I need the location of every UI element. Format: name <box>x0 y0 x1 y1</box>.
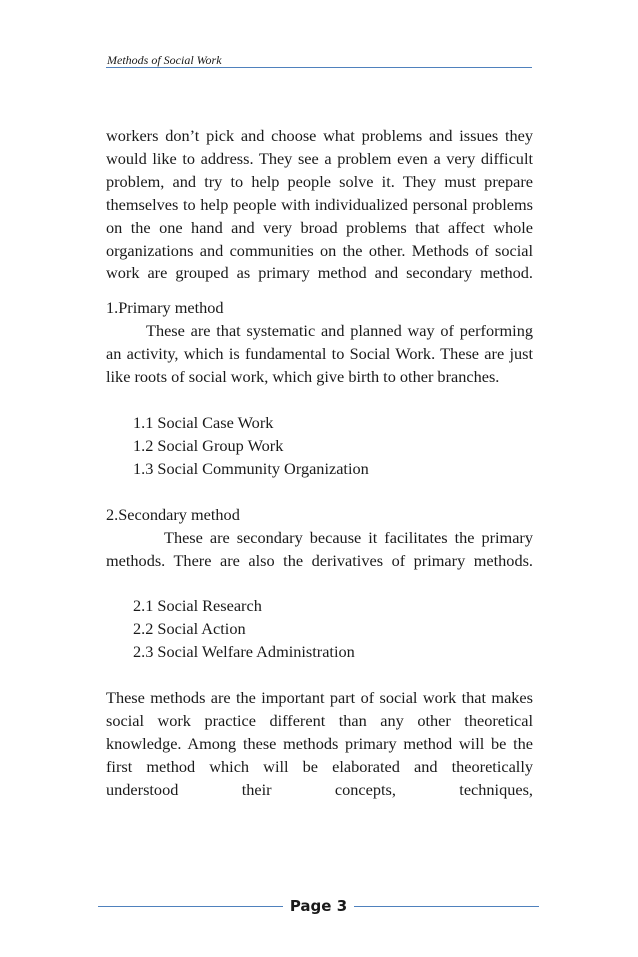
primary-method-heading: 1.Primary method <box>106 298 224 318</box>
list-item: 2.2 Social Action <box>133 619 246 639</box>
intro-paragraph: workers don’t pick and choose what problems and issues they would like to address. They see a problem even a very difficult problem, and try to help people solve it. They must prepare themselves to help people with individualized personal problems on the one hand and very broad problems that affect whole organizations and communities on the other. Methods of social work are grouped as primary method and secondary method. <box>106 126 533 283</box>
footer-rule-left <box>98 906 283 907</box>
page-number: Page 3 <box>289 897 348 915</box>
running-header-title: Methods of Social Work <box>107 53 222 67</box>
secondary-method-paragraph: These are secondary because it facilitates the primary methods. There are also the derivatives of primary methods. <box>106 527 533 570</box>
list-item: 2.3 Social Welfare Administration <box>133 642 355 662</box>
footer-rule-right <box>354 906 539 907</box>
secondary-method-list <box>106 595 533 664</box>
primary-method-list <box>106 412 533 481</box>
secondary-method-heading: 2.Secondary method <box>106 504 240 524</box>
list-item: 1.2 Social Group Work <box>133 435 284 455</box>
page-footer <box>98 895 539 917</box>
list-item: 1.1 Social Case Work <box>133 412 274 432</box>
list-item: 1.3 Social Community Organization <box>133 458 369 478</box>
list-item: 2.1 Social Research <box>133 596 262 616</box>
header-rule <box>106 67 532 68</box>
primary-method-paragraph: These are that systematic and planned way of performing an activity, which is fundamental to Social Work. These are just like roots of social work, which give birth to other branches. <box>106 321 533 387</box>
closing-paragraph: These methods are the important part of social work that makes social work practice different than any other theoretical knowledge. Among these methods primary method will be the first method which will be elaborated and theoretically understood their concepts, techniques, <box>106 688 533 799</box>
page-body <box>106 125 533 802</box>
